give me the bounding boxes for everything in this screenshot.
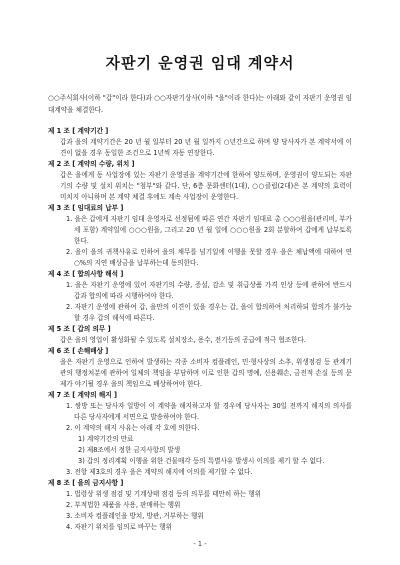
document-title: 자판기 운영권 임대 계약서	[105, 54, 295, 72]
article-item: 2. 부적법한 제품을 사용, 판매하는 행위	[66, 501, 181, 509]
article-heading: 제 8 조 [ 을의 금지사항 ]	[48, 479, 124, 487]
article-6	[48, 346, 352, 390]
intro-paragraph: ○○주식회사(이하 "갑"이라 한다)과 ○○자판기상사(이하 "을"이라 한다)는 아래와 같이 자판기 운영권 임대계약을 체결한다.	[48, 94, 352, 114]
article-paragraph: 을은 자판기 운영으로 인하여 발생하는 각종 소비자 컴플레인, 민·형사상의 소추, 위생점검 등 관계기관의 행정처분에 관하여 일체의 책임을 부담하며 이로 인한 갑의 명예, 신용훼손, 금전적 손실 등의 문제가 야기될 경우 을의 책임으로 배상하여야 한다.	[60, 358, 352, 388]
article-item: 1. 을은 자판기 운영에 있어 자판기의 수량, 증설, 감소 및 취급상품 가격 인상 등에 관하여 반드시 갑과 합의에 따라 시행하여야 한다.	[66, 281, 352, 300]
articles-container	[48, 126, 352, 533]
article-paragraph: 갑은 을의 영업이 활성화될 수 있도록 설치장소, 용수, 전기등의 공급에 적극 협조한다.	[60, 336, 306, 344]
article-3	[48, 203, 352, 269]
article-item: 1. 쌍방 또는 당사자 일방이 이 계약을 해지하고자 할 경우에 당사자는 30일 전까지 해지의 의사를 다른 당사자에게 서면으로 발송하여야 한다.	[66, 402, 352, 421]
article-item: 2. 자판기 운영에 관하여 갑, 을만의 이견이 있을 경우는 갑, 을이 합의하여 처리하되 합의가 불가능할 경우 갑의 해석에 따른다.	[66, 303, 352, 322]
article-1	[48, 126, 352, 159]
article-paragraph: 갑은 을에게 동 사업장에 있는 자판기 운영권을 계약기간에 한하여 양도하며, 운영권이 양도되는 자판기의 수량 및 설치 위치는 "첨부"와 같다. 단, 6층 문화센터(1대), ○○클럽(2대)은 본 계약의 효력이 미치지 아니하며 본 계약 체결 후에도 계속 사업장이 운영한다.	[60, 171, 352, 201]
article-item: 1. 법령상 위생 점검 및 기계상태 점검 등의 의무를 태만히 하는 행위	[66, 490, 261, 498]
article-subitem: 3) 갑의 정리계획 이행을 위한 건물매각 등의 특별사유 발생시 이의를 제기 할 수 없다.	[78, 457, 325, 465]
article-heading: 제 4 조 [ 합의사항 해석 ]	[48, 270, 124, 278]
article-heading: 제 5 조 [ 갑의 의무 ]	[48, 325, 111, 333]
article-item: 3. 전항 제3호의 경우 을은 계약의 해지에 이의를 제기할 수 없다.	[66, 468, 253, 476]
article-item: 4. 자판기 위치를 임의로 바꾸는 행위	[66, 523, 172, 531]
article-4	[48, 269, 352, 324]
article-heading: 제 7 조 [ 계약의 해지 ]	[48, 391, 117, 399]
article-heading: 제 2 조 [ 계약의 수량, 위치 ]	[48, 160, 135, 168]
article-heading: 제 1 조 [ 계약기간 ]	[48, 127, 109, 135]
article-item: 2. 을이 을의 귀책사유로 인하여 을의 채무를 넘기일에 이행을 못할 경우 을은 체납액에 대하여 연 ○%의 지연 배상금을 납부하는데 동의한다.	[66, 248, 352, 267]
page-number: - 1 -	[193, 540, 207, 548]
article-subitem: 1) 계약기간의 만료	[78, 435, 134, 443]
article-8	[48, 478, 352, 533]
article-item: 3. 소비자 컴플레인을 방치, 방관, 거부하는 행위	[66, 512, 204, 520]
article-item: 2. 이 계약의 해지 사유는 아래 각 호에 의한다.	[66, 424, 200, 432]
article-7	[48, 390, 352, 478]
article-item: 1. 을은 갑에게 자판기 임대 운영자로 선정됨에 따른 연간 자판기 임대료 총 ○○○원을(관리비, 부가세 포함) 계약일에 ○○○원을, 그리고 20 년 월 일에 ○○○원을 2회 분할하여 갑에게 납부토록 한다.	[66, 215, 352, 245]
article-paragraph: 갑과 을의 계약기간은 20 년 월 일부터 20 년 월 일까지 ○년간으로 하며 양 당사자가 본 계약서에 이견이 없을 경우 동일한 조건으로 1년씩 자동 연장한다.	[60, 138, 352, 157]
article-heading: 제 3 조 [ 임대료의 납부 ]	[48, 204, 124, 212]
article-heading: 제 6 조 [ 손해배상 ]	[48, 347, 109, 355]
article-5	[48, 324, 352, 346]
article-2	[48, 159, 352, 203]
article-subitem: 2) 제8조에서 정한 금지사항의 발생	[78, 446, 181, 454]
